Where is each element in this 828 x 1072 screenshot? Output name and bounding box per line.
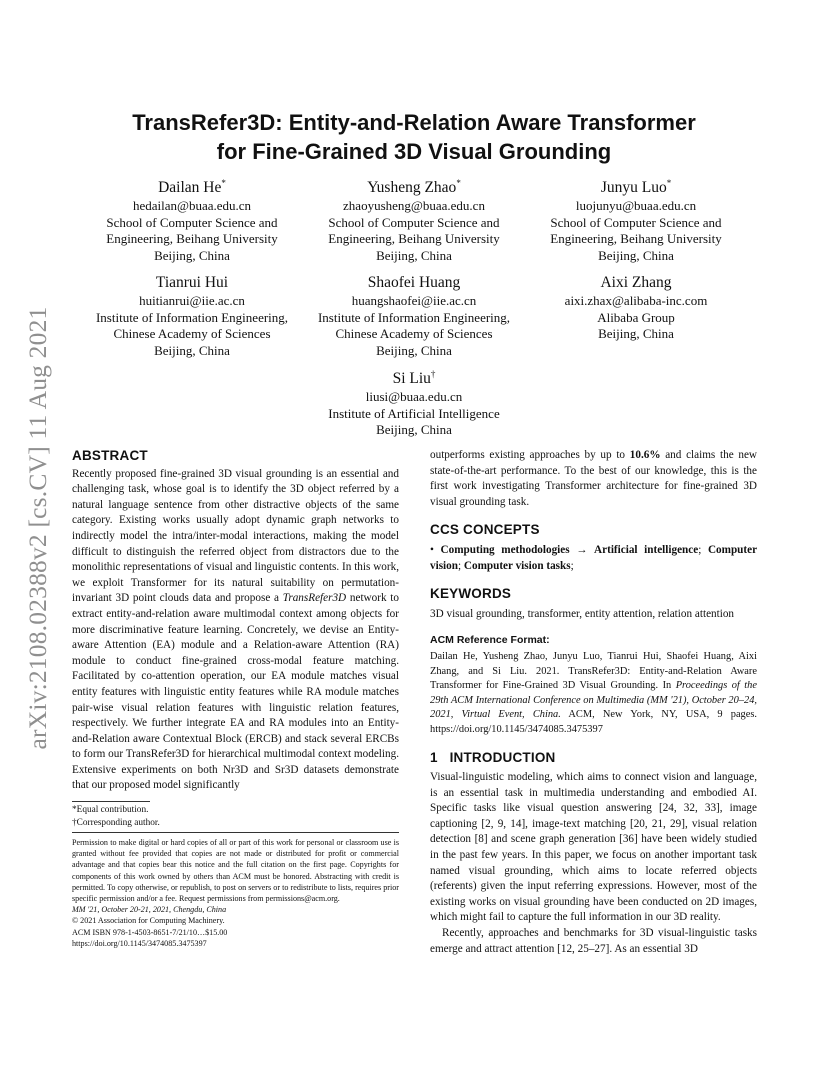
author-affiliation: Beijing, China — [154, 342, 230, 358]
introduction-paragraph-1: Visual-linguistic modeling, which aims to connect vision and language, is an essential task in multimedia understanding and embodied AI. Specific tasks like visual question answering [24, 32, 33], image captioning [2, 9, 14], image-text matching [20, 21, 29], visual relation detection [8] and scene graph generation [36] have been widely studied in the past few years. In this paper, we focus on another important task named visual grounding, which aims to locate referred objects (referents) given the input referring expressions. However, most of the existing works on visual grounding have been conducted on 2D images, which might fail to capture the full information in our 3D reality. — [430, 771, 757, 924]
paper-title — [0, 108, 828, 166]
author-affiliation: School of Computer Science and — [106, 214, 278, 230]
author-email: zhaoyusheng@buaa.edu.cn — [343, 198, 485, 213]
permission-block — [72, 837, 399, 949]
doi-link[interactable]: https://doi.org/10.1145/3474085.3475397 — [72, 938, 207, 948]
abstract-heading: ABSTRACT — [72, 448, 148, 463]
title-line-2: for Fine-Grained 3D Visual Grounding — [216, 139, 612, 164]
reference-format-heading: ACM Reference Format: — [430, 634, 550, 647]
author-affiliation: Engineering, Beihang University — [328, 231, 500, 246]
author-block — [294, 273, 534, 359]
reference-format-text: Dailan He, Yusheng Zhao, Junyu Luo, Tianrui Hui, Shaofei Huang, Aixi Zhang, and Si Liu. 2021. TransRefer3D: Entity-and-Relation Aware Transformer for Fine-Grained 3D Visual Grounding. In Proceedings of the 29th ACM International Conference on Multimedia (MM '21), October 20–24, 2021, Virtual Event, China. ACM, New York, NY, USA, 9 pages. https://doi.org/10.1145/3474085.3475397 — [430, 650, 757, 735]
author-block — [72, 273, 312, 359]
title-line-1: TransRefer3D: Entity-and-Relation Aware Transformer — [132, 110, 696, 135]
author-affiliation: School of Computer Science and — [550, 214, 722, 230]
author-affiliation: Institute of Information Engineering, — [317, 309, 511, 325]
author-block — [516, 178, 756, 264]
author-affiliation: Beijing, China — [376, 342, 452, 358]
isbn: ACM ISBN 978-1-4503-8651-7/21/10…$15.00 — [72, 927, 228, 937]
author-email: aixi.zhax@alibaba-inc.com — [564, 293, 708, 308]
author-email: luojunyu@buaa.edu.cn — [575, 198, 697, 213]
ccs-heading: CCS CONCEPTS — [430, 522, 540, 538]
author-affiliation: Beijing, China — [376, 247, 452, 263]
author-name: Junyu Luo* — [600, 177, 672, 196]
author-affiliation: Beijing, China — [598, 247, 674, 263]
author-email: huangshaofei@iie.ac.cn — [351, 293, 477, 308]
author-affiliation: Institute of Information Engineering, — [95, 309, 289, 325]
author-affiliation: Chinese Academy of Sciences — [113, 326, 271, 341]
author-block — [516, 273, 756, 343]
author-affiliation: Alibaba Group — [597, 309, 675, 325]
author-email: hedailan@buaa.edu.cn — [132, 198, 252, 213]
author-affiliation: School of Computer Science and — [328, 214, 500, 230]
author-affiliation: Beijing, China — [376, 422, 452, 437]
author-block — [72, 178, 312, 264]
footnotes — [72, 804, 399, 829]
author-name: Aixi Zhang — [600, 274, 672, 291]
footnote-rule — [72, 801, 150, 802]
keywords-text: 3D visual grounding, transformer, entity attention, relation attention — [430, 607, 735, 620]
keywords-heading: KEYWORDS — [430, 586, 512, 602]
author-name: Shaofei Huang — [367, 274, 461, 291]
author-name: Si Liu† — [392, 368, 436, 387]
permission-rule — [72, 832, 399, 833]
abstract-continuation: outperforms existing approaches by up to 10.6% and claims the new state-of-the-art performance. To the best of our knowledge, this is the first work investigating Transformer architecture for fine-grained 3D visual grounding task. — [430, 449, 758, 508]
author-name: Tianrui Hui — [155, 274, 229, 291]
footnote-corresponding-author: †Corresponding author. — [72, 817, 160, 828]
author-block — [294, 178, 534, 264]
author-email: liusi@buaa.edu.cn — [365, 389, 463, 404]
author-affiliation: Beijing, China — [598, 326, 674, 341]
left-column — [72, 448, 399, 794]
abstract-text: Recently proposed fine-grained 3D visual grounding is an essential and challenging task, whose goal is to identify the 3D object referred by a natural language sentence from other distractive objects of the same category. Existing works usually adopt dynamic graph networks to indirectly model the intra/inter-modal interactions, making the model difficult to distinguish the referred object from distractors due to the monolithic representations of visual and linguistic contents. In this work, we exploit Transformer for its natural suitability on permutation-invariant 3D point clouds data and propose a TransRefer3D network to extract entity-and-relation aware multimodal context among objects for more discriminative feature learning. Concretely, we devise an Entity-aware Attention (EA) module and a Relation-aware Attention (RA) module to conduct fine-grained cross-modal feature matching. Facilitated by co-attention operation, our EA module matches visual entity features with linguistic entity features while RA module matches pair-wise visual relation features with linguistic relation features, respectively. We further integrate EA and RA modules into an Entity-and-Relation aware Contextual Block (ERCB) and stack several ERCBs to form our TransRefer3D for hierarchical multimodal context modeling. Extensive experiments on both Nr3D and Sr3D datasets demonstrate that our proposed model significantly — [72, 467, 399, 792]
author-affiliation: Engineering, Beihang University — [550, 231, 722, 246]
arxiv-side-stamp — [14, 280, 62, 776]
permission-text: Permission to make digital or hard copies of all or part of this work for personal or classroom use is granted without fee provided that copies are not made or distributed for profit or commercial advantage and that copies bear this notice and the full citation on the first page. Copyrights for components of this work owned by others than ACM must be honored. Abstracting with credit is permitted. To copy otherwise, or republish, to post on servers or to redistribute to lists, requires prior specific permission and/or a fee. Request permissions from permissions@acm.org. — [72, 838, 399, 904]
conference-info: MM '21, October 20-21, 2021, Chengdu, China — [72, 905, 227, 915]
author-affiliation: Engineering, Beihang University — [106, 231, 278, 246]
author-email: huitianrui@iie.ac.cn — [139, 293, 245, 308]
author-affiliation: Institute of Artificial Intelligence — [328, 405, 500, 421]
copyright-notice: © 2021 Association for Computing Machinery. — [72, 916, 225, 926]
author-affiliation: Chinese Academy of Sciences — [335, 326, 493, 341]
right-column — [430, 448, 757, 957]
introduction-paragraph-2: Recently, approaches and benchmarks for 3D visual-linguistic tasks emerge and attract attention [12, 25–27]. As an essential 3D — [430, 927, 757, 955]
author-affiliation: Beijing, China — [154, 247, 230, 263]
ccs-concepts: • Computing methodologies → Artificial intelligence; Computer vision; Computer vision tasks; — [430, 543, 758, 572]
author-name: Dailan He* — [158, 177, 226, 196]
arxiv-id: arXiv:2108.02388v2 [cs.CV] 11 Aug 2021 — [23, 306, 52, 750]
author-block — [294, 369, 534, 439]
footnote-equal-contribution: *Equal contribution. — [72, 805, 149, 815]
author-name: Yusheng Zhao* — [367, 177, 461, 196]
introduction-heading: 1 INTRODUCTION — [430, 749, 556, 765]
